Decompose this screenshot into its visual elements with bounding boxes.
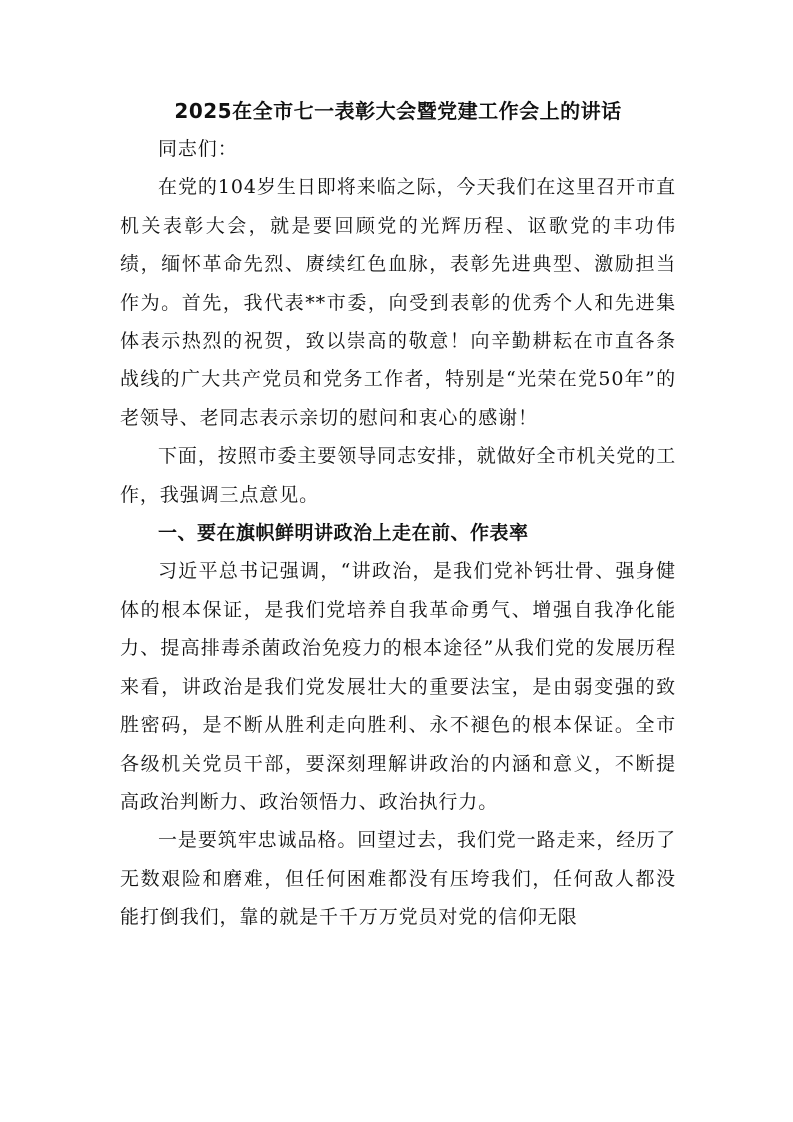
paragraph-point-1: 一是要筑牢忠诚品格。回望过去，我们党一路走来，经历了无数艰险和磨难，但任何困难都没有压垮我们，任何敌人都没能打倒我们，靠的就是千千万万党员对党的信仰无限 xyxy=(120,829,676,929)
document-body xyxy=(120,92,676,937)
paragraph-outline: 下面，按照市委主要领导同志安排，就做好全市机关党的工作，我强调三点意见。 xyxy=(120,445,676,506)
paragraph-opening: 在党的104岁生日即将来临之际，今天我们在这里召开市直机关表彰大会，就是要回顾党的光辉历程、讴歌党的丰功伟绩，缅怀革命先烈、赓续红色血脉，表彰先进典型、激励担当作为。首先，我代表**市委，向受到表彰的优秀个人和先进集体表示热烈的祝贺，致以崇高的敬意！向辛勤耕耘在市直各条战线的广大共产党员和党务工作者，特别是“光荣在党50年”的老领导、老同志表示亲切的慰问和衷心的感谢！ xyxy=(120,176,676,429)
section-heading-1: 一、要在旗帜鲜明讲政治上走在前、作表率 xyxy=(158,522,529,545)
salutation: 同志们： xyxy=(158,138,238,160)
paragraph-section-1-intro: 习近平总书记强调，“讲政治，是我们党补钙壮骨、强身健体的根本保证，是我们党培养自我革命勇气、增强自我净化能力、提高排毒杀菌政治免疫力的根本途径”从我们党的发展历程来看，讲政治是我们党发展壮大的重要法宝，是由弱变强的致胜密码，是不断从胜利走向胜利、永不褪色的根本保证。全市各级机关党员干部，要深刻理解讲政治的内涵和意义，不断提高政治判断力、政治领悟力、政治执行力。 xyxy=(120,560,676,813)
document-title: 2025在全市七一表彰大会暨党建工作会上的讲话 xyxy=(174,99,622,123)
